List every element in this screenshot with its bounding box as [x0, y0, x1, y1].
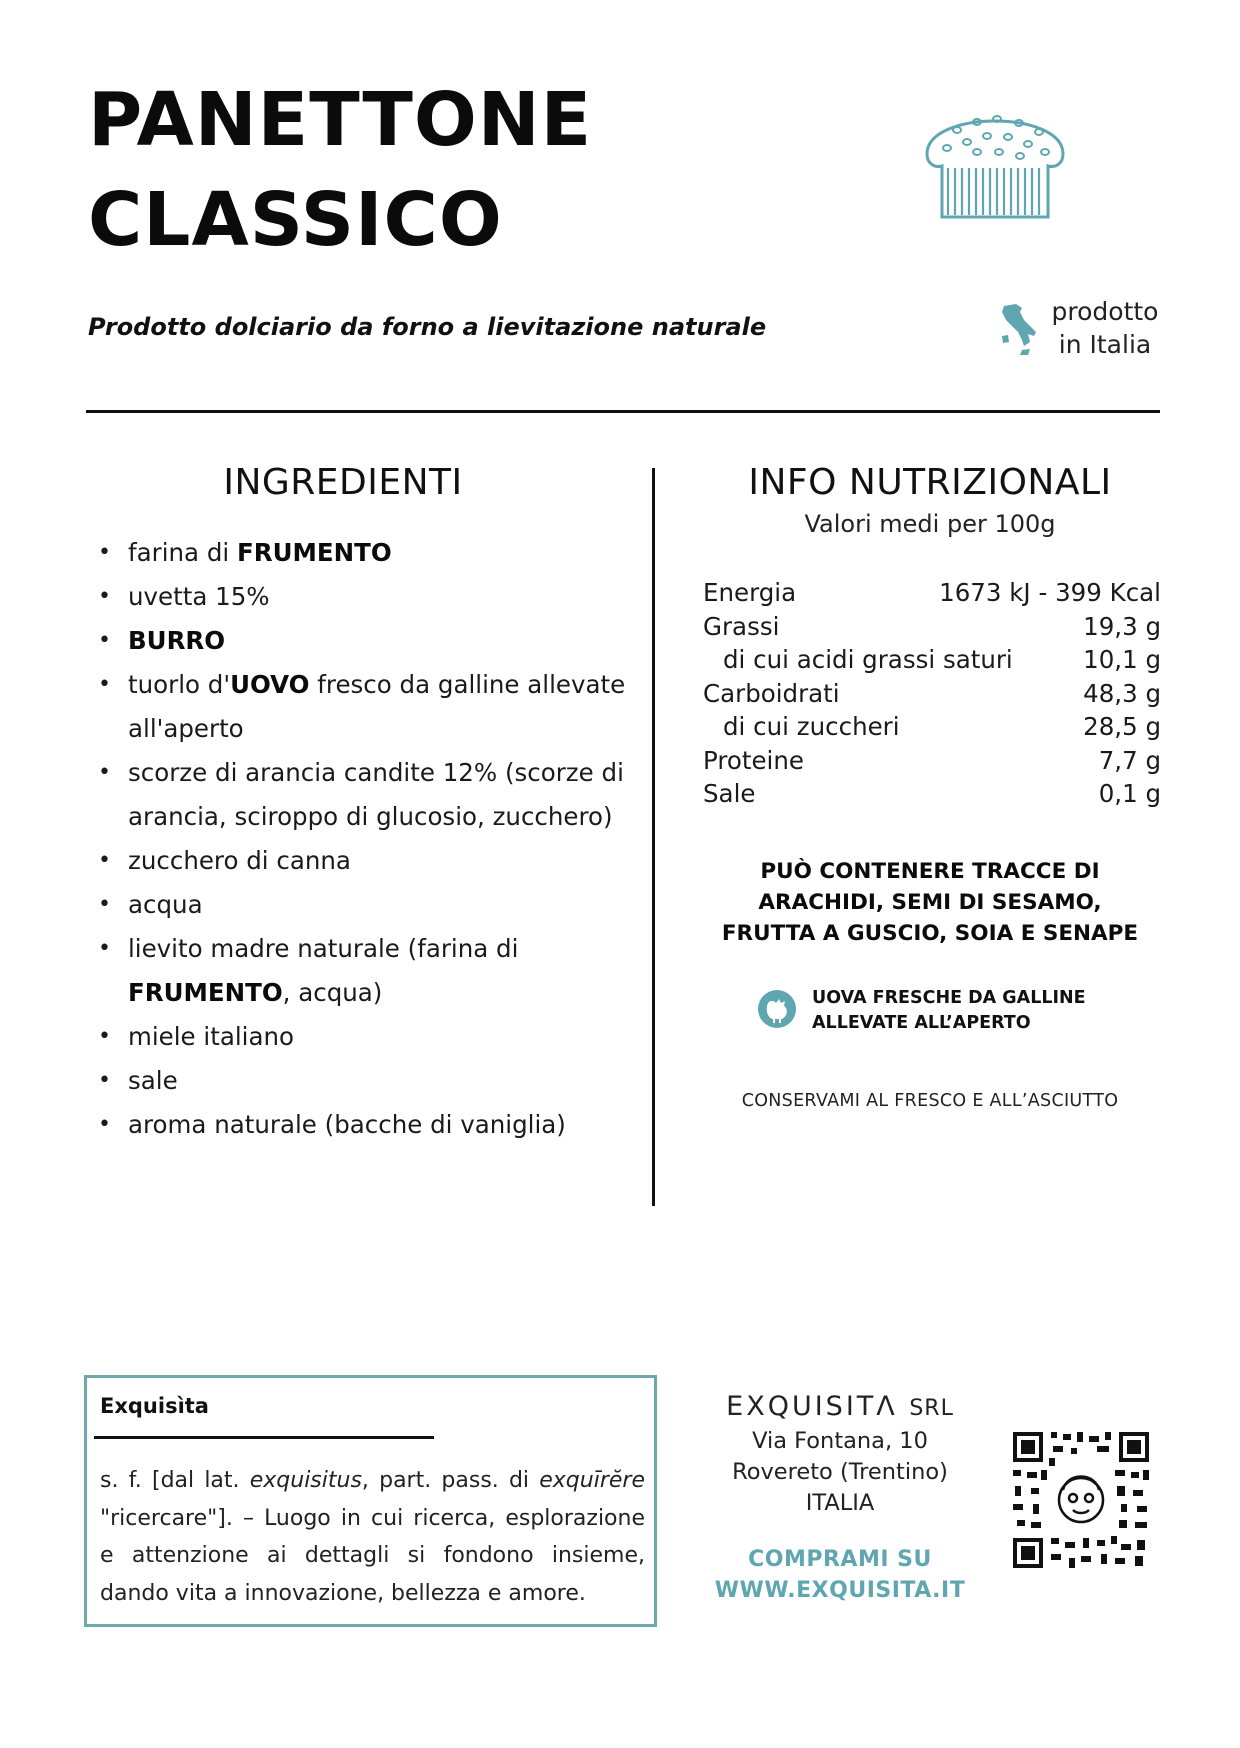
product-subtitle: Prodotto dolciario da forno a lievitazione naturale	[88, 313, 767, 341]
nutrition-row: Energia 1673 kJ - 399 Kcal	[703, 578, 1161, 607]
nutrition-row: di cui zuccheri 28,5 g	[723, 712, 1161, 741]
definition-text: s. f. [dal lat. exquisitus, part. pass. di exquīrĕre "ricercare"]. – Luogo in cui ricerca, esplorazione e attenzione ai dettagli si fondono insieme, dando vita a innovazione, bellezza e amore.	[100, 1468, 645, 1606]
column-divider	[652, 468, 655, 1206]
made-in-line-1: prodotto	[1051, 297, 1159, 326]
nutrition-table	[703, 576, 1161, 811]
nutrition-subtitle: Valori medi per 100g	[804, 510, 1056, 538]
storage-note: CONSERVAMI AL FRESCO E ALL’ASCIUTTO	[741, 1091, 1119, 1111]
ingredients-title: INGREDIENTI	[223, 462, 463, 503]
nutrition-row: di cui acidi grassi saturi 10,1 g	[723, 645, 1161, 674]
definition-divider	[94, 1436, 434, 1439]
address-line-1: Via Fontana, 10	[752, 1428, 928, 1454]
ingredients-list	[96, 531, 636, 1147]
ingredient-item: • farina di FRUMENTO	[96, 531, 636, 575]
nutrition-row: Carboidrati 48,3 g	[703, 678, 1161, 708]
nutrition-title: INFO NUTRIZIONALI	[748, 462, 1112, 503]
ingredient-item: • miele italiano	[96, 1015, 636, 1059]
nutrition-row: Sale 0,1 g	[703, 779, 1161, 808]
ingredient-item: • lievito madre naturale (farina di FRUMENTO, acqua)	[96, 927, 636, 1015]
chicken-icon	[757, 989, 797, 1029]
ingredient-item: • zucchero di canna	[96, 839, 636, 883]
eggs-note: UOVA FRESCHE DA GALLINE ALLEVATE ALL’APERTO	[812, 988, 1086, 1033]
product-title	[88, 70, 592, 270]
header-divider	[86, 410, 1160, 413]
ingredient-item: • acqua	[96, 883, 636, 927]
ingredient-item: • BURRO	[96, 619, 636, 663]
italy-map-icon	[998, 302, 1040, 358]
made-in-italy	[1040, 295, 1170, 361]
ingredient-item: • uvetta 15%	[96, 575, 636, 619]
nutrition-row: Grassi 19,3 g	[703, 611, 1161, 641]
allergen-warning: PUÒ CONTENERE TRACCE DI ARACHIDI, SEMI DI SESAMO, FRUTTA A GUSCIO, SOIA E SENAPE	[721, 859, 1139, 946]
qr-code[interactable]	[1011, 1430, 1151, 1570]
definition-title: Exquisìta	[100, 1394, 209, 1418]
ingredient-item: • sale	[96, 1059, 636, 1103]
ingredient-item: • aroma naturale (bacche di vaniglia)	[96, 1103, 636, 1147]
shop-link[interactable]: COMPRAMI SU WWW.EXQUISITA.IT	[714, 1547, 966, 1603]
address-line-3: ITALIA	[805, 1490, 875, 1516]
address-line-2: Rovereto (Trentino)	[732, 1459, 948, 1485]
nutrition-row: Proteine 7,7 g	[703, 745, 1161, 775]
panettone-icon	[915, 92, 1075, 222]
made-in-line-2: in Italia	[1058, 330, 1152, 359]
company-name: EXQUISITΛ SRL	[726, 1391, 954, 1422]
title-line-1: PANETTONE	[88, 77, 593, 163]
title-line-2: CLASSICO	[88, 177, 503, 263]
ingredient-item: • tuorlo d'UOVO fresco da galline allevate all'aperto	[96, 663, 636, 751]
ingredient-item: • scorze di arancia candite 12% (scorze di arancia, sciroppo di glucosio, zucchero)	[96, 751, 636, 839]
